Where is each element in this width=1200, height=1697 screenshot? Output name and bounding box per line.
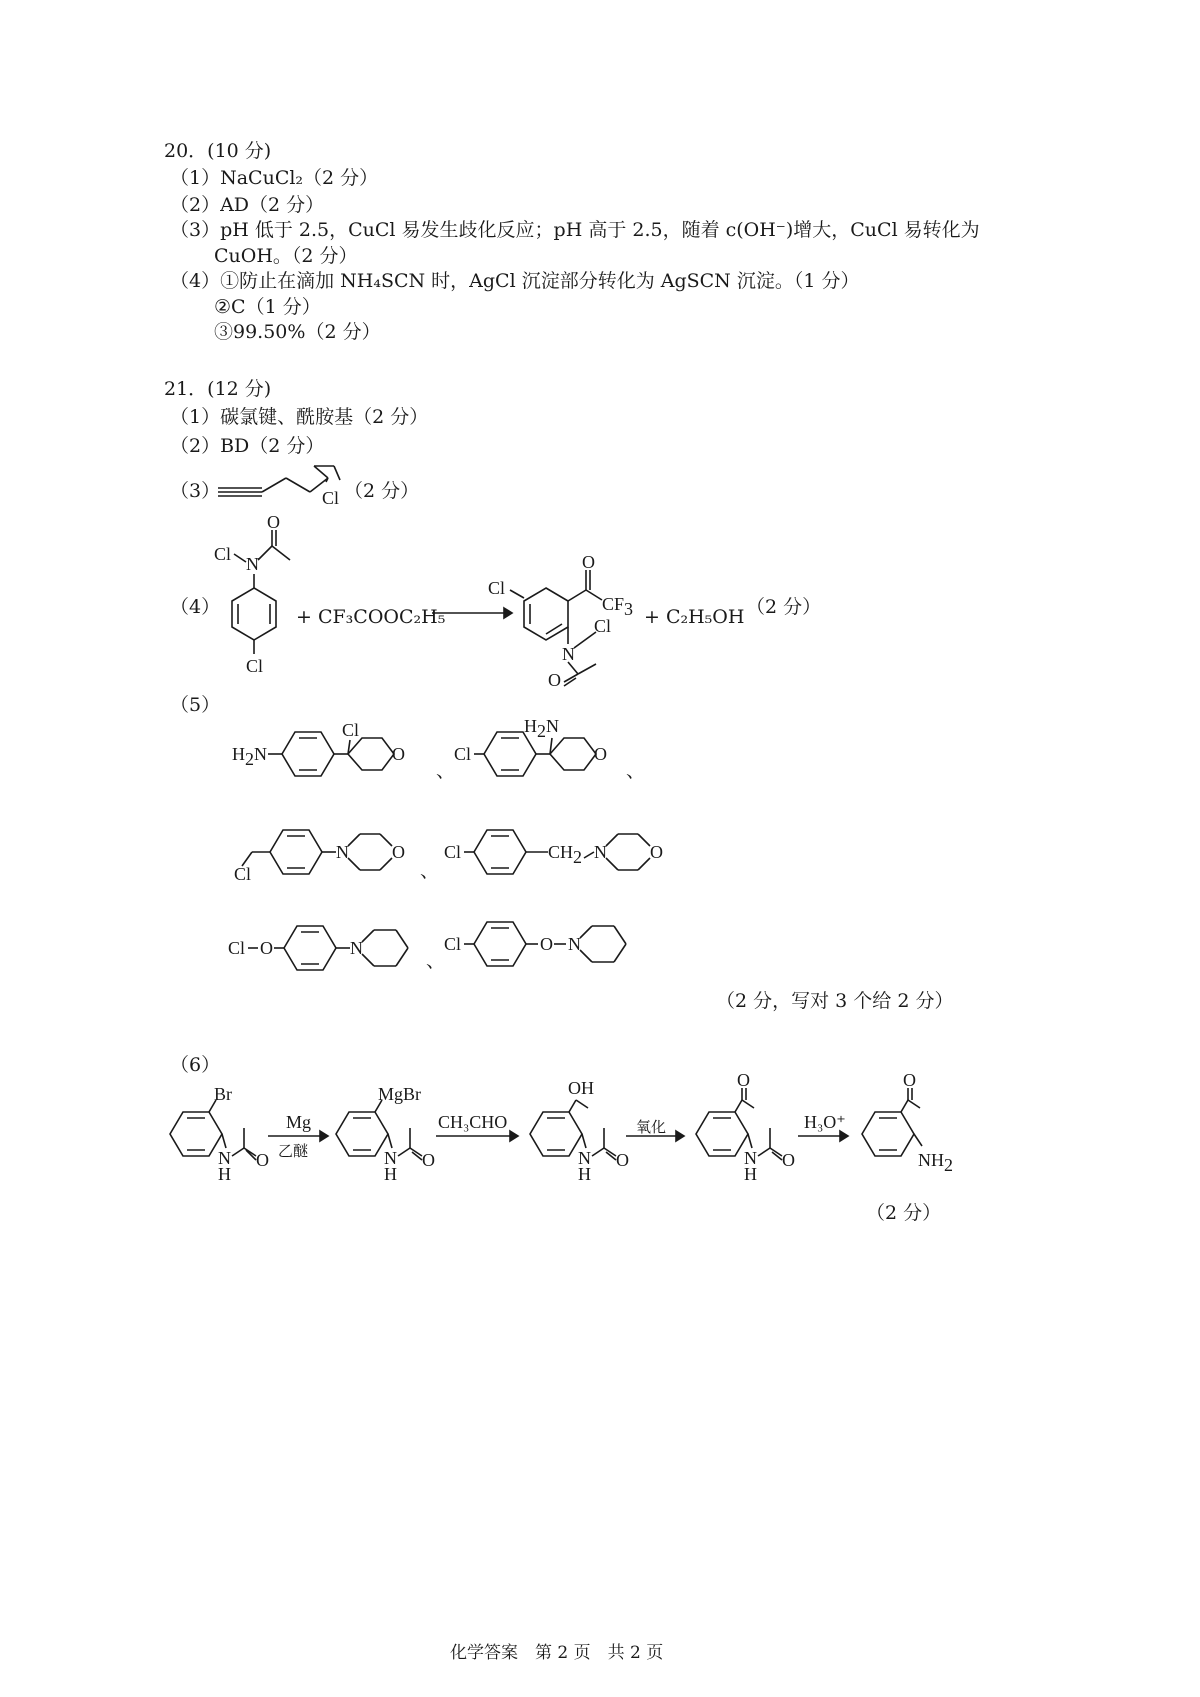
isomer-6-structure bbox=[444, 908, 654, 984]
svg-text:O: O bbox=[267, 512, 280, 532]
svg-text:N: N bbox=[568, 934, 581, 954]
svg-text:NH2: NH2 bbox=[918, 1150, 953, 1175]
svg-text:O: O bbox=[594, 744, 607, 764]
n-chloro-acetanilide-structure bbox=[210, 512, 300, 680]
q20-answer-4-line1: （4）①防止在滴加 NH₄SCN 时，AgCl 沉淀部分转化为 AgSCN 沉淀。（1 分） bbox=[170, 270, 860, 292]
svg-text:Cl: Cl bbox=[214, 544, 232, 564]
separator: 、 bbox=[420, 860, 440, 882]
q20-answer-4-line2: ②C（1 分） bbox=[214, 296, 321, 318]
q21-answer-6-score: （2 分） bbox=[866, 1202, 942, 1224]
svg-text:H: H bbox=[578, 1164, 591, 1184]
q21-answer-3-label: （3） bbox=[170, 480, 221, 502]
reagent-hydrolysis: H₃O⁺ bbox=[804, 1112, 846, 1132]
svg-text:N: N bbox=[384, 1148, 397, 1168]
q21-answer-3-score: （2 分） bbox=[344, 480, 420, 502]
synthesis-route bbox=[160, 1070, 960, 1194]
svg-text:O: O bbox=[582, 552, 595, 572]
svg-text:Cl: Cl bbox=[594, 616, 612, 636]
svg-text:N: N bbox=[594, 842, 607, 862]
svg-text:N: N bbox=[336, 842, 349, 862]
q20-title: 20．(10 分) bbox=[164, 140, 272, 162]
svg-text:N: N bbox=[218, 1148, 231, 1168]
trifluoroacetyl-product-structure bbox=[484, 548, 654, 688]
svg-text:Cl: Cl bbox=[488, 578, 506, 598]
svg-text:O: O bbox=[737, 1070, 750, 1090]
equation-byproduct: + C₂H₅OH bbox=[644, 606, 745, 628]
reagent-acetaldehyde: CH₃CHO bbox=[438, 1112, 508, 1132]
isomer-2-structure bbox=[454, 716, 654, 800]
svg-text:O: O bbox=[650, 842, 663, 862]
svg-text:H2N: H2N bbox=[232, 744, 267, 769]
separator: 、 bbox=[426, 950, 446, 972]
isomer-1-structure bbox=[232, 720, 432, 800]
svg-text:Cl: Cl bbox=[444, 934, 462, 954]
svg-text:O: O bbox=[616, 1150, 629, 1170]
separator: 、 bbox=[626, 760, 646, 782]
svg-text:N: N bbox=[744, 1148, 757, 1168]
isomer-4-structure bbox=[444, 818, 674, 894]
q20-answer-3-line1: （3）pH 低于 2.5，CuCl 易发生歧化反应；pH 高于 2.5，随着 c(OH⁻)增大，CuCl 易转化为 bbox=[170, 219, 980, 241]
q21-answer-1: （1）碳氯键、酰胺基（2 分） bbox=[170, 406, 429, 428]
q21-answer-4-label: （4） bbox=[170, 596, 221, 618]
svg-text:O: O bbox=[903, 1070, 916, 1090]
svg-text:N: N bbox=[246, 554, 259, 574]
q21-answer-6-label: （6） bbox=[170, 1054, 221, 1076]
q21-answer-5-score: （2 分，写对 3 个给 2 分） bbox=[716, 990, 954, 1012]
svg-text:O: O bbox=[422, 1150, 435, 1170]
reagent-ether: 乙醚 bbox=[278, 1142, 309, 1160]
svg-text:Cl: Cl bbox=[234, 864, 252, 884]
page-footer: 化学答案 第 2 页 共 2 页 bbox=[450, 1643, 664, 1663]
svg-text:O: O bbox=[392, 744, 405, 764]
svg-text:Cl: Cl bbox=[342, 720, 360, 740]
equation-reagent: + CF₃COOC₂H₅ bbox=[296, 606, 446, 628]
svg-text:Br: Br bbox=[214, 1084, 232, 1104]
q20-answer-2: （2）AD（2 分） bbox=[170, 194, 325, 216]
svg-text:Cl: Cl bbox=[454, 744, 472, 764]
svg-text:Cl: Cl bbox=[246, 656, 264, 676]
q21-answer-5-label: （5） bbox=[170, 694, 221, 716]
reagent-mg: Mg bbox=[286, 1112, 312, 1132]
isomer-3-structure bbox=[232, 822, 432, 898]
q21-title: 21．(12 分) bbox=[164, 378, 272, 400]
svg-text:H: H bbox=[384, 1164, 397, 1184]
q20-answer-3-line2: CuOH。（2 分） bbox=[214, 245, 358, 267]
q21-answer-2: （2）BD（2 分） bbox=[170, 435, 325, 457]
q20-answer-4-line3: ③99.50%（2 分） bbox=[214, 321, 381, 343]
svg-text:Cl: Cl bbox=[444, 842, 462, 862]
isomer-5-structure bbox=[228, 912, 428, 988]
svg-text:OH: OH bbox=[568, 1078, 594, 1098]
q20-answer-1: （1）NaCuCl₂（2 分） bbox=[170, 167, 379, 189]
q21-answer-4-score: （2 分） bbox=[746, 596, 822, 618]
svg-text:O: O bbox=[540, 934, 553, 954]
reagent-oxidation: 氧化 bbox=[636, 1118, 667, 1136]
svg-text:O: O bbox=[256, 1150, 269, 1170]
svg-text:O: O bbox=[260, 938, 273, 958]
svg-text:O: O bbox=[548, 670, 561, 690]
svg-text:N: N bbox=[562, 644, 575, 664]
svg-text:MgBr: MgBr bbox=[378, 1084, 422, 1104]
svg-text:H: H bbox=[218, 1164, 231, 1184]
svg-text:Cl: Cl bbox=[322, 488, 340, 508]
svg-text:H2N: H2N bbox=[524, 716, 559, 741]
svg-text:H: H bbox=[744, 1164, 757, 1184]
svg-text:Cl: Cl bbox=[228, 938, 246, 958]
svg-text:O: O bbox=[392, 842, 405, 862]
svg-text:CF3: CF3 bbox=[602, 594, 634, 619]
svg-text:CH2: CH2 bbox=[548, 842, 583, 867]
svg-text:N: N bbox=[350, 938, 363, 958]
svg-text:O: O bbox=[782, 1150, 795, 1170]
svg-text:N: N bbox=[578, 1148, 591, 1168]
separator: 、 bbox=[436, 760, 456, 782]
